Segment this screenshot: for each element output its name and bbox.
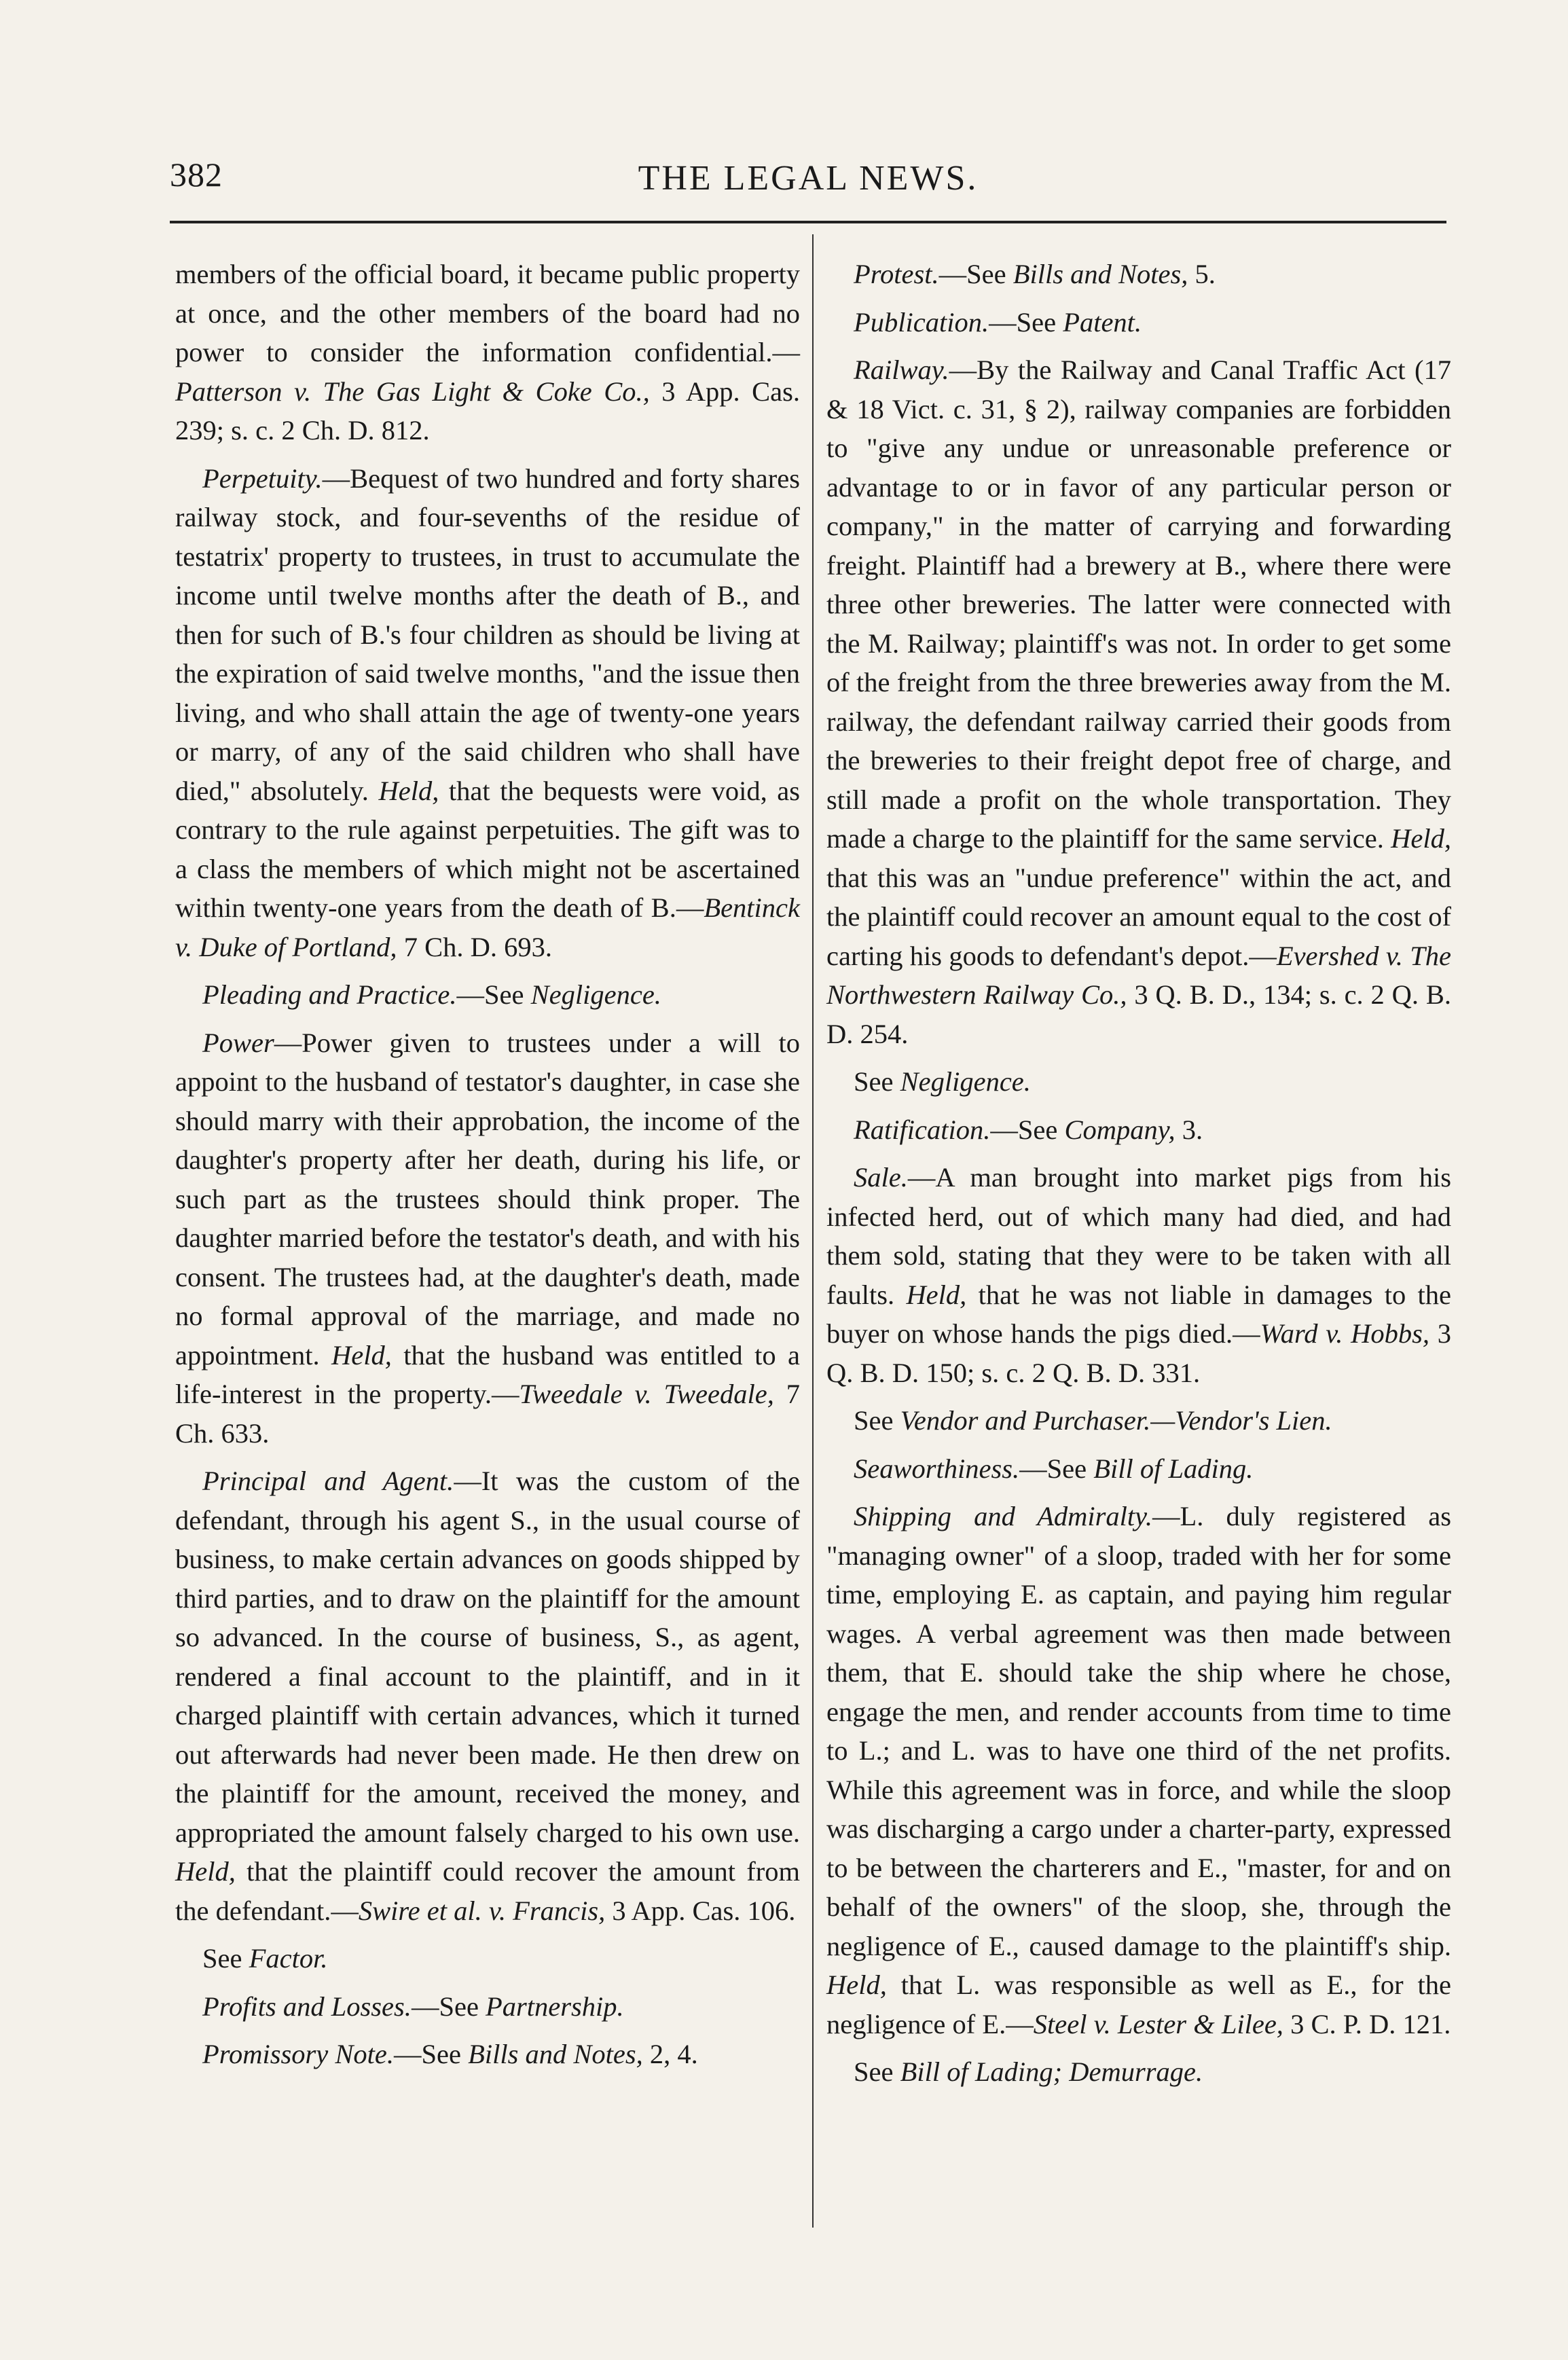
header-rule bbox=[170, 221, 1446, 223]
case-name: Tweedale v. Tweedale, bbox=[519, 1379, 774, 1409]
cross-reference: Negligence. bbox=[900, 1066, 1031, 1097]
term-heading: Seaworthiness. bbox=[854, 1453, 1020, 1484]
held-label: Held, bbox=[1391, 823, 1451, 854]
case-name: Evershed v. The Northwestern Railway Co., bbox=[826, 940, 1451, 1010]
cross-reference: Patent. bbox=[1063, 306, 1142, 338]
cross-reference: Partnership. bbox=[486, 1991, 624, 2022]
right-paragraph-4: Ratification.—See Company, 3. bbox=[854, 1114, 1203, 1145]
cross-reference: Bill of Lading; Demurrage. bbox=[900, 2056, 1203, 2087]
term-heading: Profits and Losses. bbox=[202, 1991, 412, 2022]
right-paragraph-7: Seaworthiness.—See Bill of Lading. bbox=[854, 1453, 1254, 1484]
left-paragraph-2: Pleading and Practice.—See Negligence. bbox=[202, 979, 661, 1010]
right-paragraph-1: Publication.—See Patent. bbox=[854, 306, 1142, 338]
cross-reference: Factor. bbox=[249, 1943, 328, 1974]
column-divider bbox=[812, 234, 814, 2228]
term-heading: Pleading and Practice. bbox=[202, 979, 457, 1010]
cross-reference: Bill of Lading. bbox=[1093, 1453, 1254, 1484]
term-heading: Principal and Agent. bbox=[202, 1466, 454, 1496]
case-name: Bentinck v. Duke of Portland, bbox=[175, 892, 800, 962]
case-name: Steel v. Lester & Lilee, bbox=[1033, 2008, 1283, 2039]
cross-reference: Company, bbox=[1064, 1114, 1175, 1145]
term-heading: Sale. bbox=[854, 1162, 908, 1193]
left-paragraph-5: See Factor. bbox=[202, 1943, 328, 1974]
cross-reference: Bills and Notes, bbox=[468, 2039, 643, 2069]
held-label: Held, bbox=[906, 1279, 967, 1310]
term-heading: Ratification. bbox=[854, 1114, 991, 1145]
held-label: Held, bbox=[378, 775, 439, 806]
term-heading: Publication. bbox=[854, 306, 989, 338]
term-heading: Power bbox=[202, 1027, 274, 1058]
left-paragraph-1: Perpetuity.—Bequest of two hundred and forty shares railway stock, and four-sevenths of the residue of testatrix' property to trustees, in trust to accumulate the income until twelve months after the death of B., and then for such of B.'s four children as should be living at the expiration of said twelve months, "and the issue then living, and who shall attain the age of twenty-one years or marry, of any of the said children who shall have died," absolutely. Held, that the bequests were void, as contrary to the rule against perpetuities. The gift was to a class the members of which might not be ascertained within twenty-one years from the death of B.—Bentinck v. Duke of Portland, 7 Ch. D. 693. bbox=[175, 462, 801, 962]
left-paragraph-7: Promissory Note.—See Bills and Notes, 2, 4. bbox=[202, 2039, 698, 2069]
right-paragraph-9: See Bill of Lading; Demurrage. bbox=[854, 2056, 1203, 2087]
left-paragraph-6: Profits and Losses.—See Partnership. bbox=[202, 1991, 624, 2022]
page-number: 382 bbox=[170, 156, 223, 194]
left-paragraph-3: Power—Power given to trustees under a will to appoint to the husband of testator's daughter, in case she should marry with their approbation, the income of the daughter's property after her death, during his life, or such part as the trustees should think proper. The daughter married before the testator's death, and with his consent. The trustees had, at the daughter's death, made no formal approval of the marriage, and made no appointment. Held, that the husband was entitled to a life-interest in the property.—Tweedale v. Tweedale, 7 Ch. 633. bbox=[175, 1027, 800, 1449]
left-column bbox=[175, 255, 800, 2083]
term-heading: Promissory Note. bbox=[202, 2039, 394, 2069]
case-name: Ward v. Hobbs, bbox=[1260, 1318, 1429, 1349]
term-heading: Protest. bbox=[854, 259, 939, 289]
right-paragraph-3: See Negligence. bbox=[854, 1066, 1031, 1097]
right-paragraph-6: See Vendor and Purchaser.—Vendor's Lien. bbox=[854, 1405, 1332, 1436]
case-name: Patterson v. The Gas Light & Coke Co., bbox=[175, 376, 650, 407]
held-label: Held, bbox=[826, 1969, 887, 2000]
term-heading: Shipping and Admiralty. bbox=[854, 1501, 1153, 1531]
case-name: Swire et al. v. Francis, bbox=[358, 1895, 606, 1926]
cross-reference: Negligence. bbox=[530, 979, 661, 1010]
right-paragraph-0: Protest.—See Bills and Notes, 5. bbox=[854, 259, 1216, 289]
term-heading: Railway. bbox=[854, 355, 949, 385]
right-paragraph-5: Sale.—A man brought into market pigs from his infected herd, out of which many had died, and had them sold, stating that they were to be taken with all faults. Held, that he was not liable in damages to the buyer on whose hands the pigs died.—Ward v. Hobbs, 3 Q. B. D. 150; s. c. 2 Q. B. D. 331. bbox=[826, 1162, 1452, 1388]
term-heading: Perpetuity. bbox=[202, 462, 323, 494]
held-label: Held, bbox=[331, 1339, 392, 1370]
running-title: THE LEGAL NEWS. bbox=[638, 159, 979, 198]
page-header bbox=[170, 155, 1446, 209]
left-paragraph-4: Principal and Agent.—It was the custom of the defendant, through his agent S., in the usual course of business, to make certain advances on goods shipped by third parties, and to draw on the plaintiff for the amount so advanced. In the course of business, S., as agent, rendered a final account to the plaintiff, and in it charged plaintiff with certain advances, which it turned out afterwards had never been made. He then drew on the plaintiff for the amount, received the money, and appropriated the amount falsely charged to his own use. Held, that the plaintiff could recover the amount from the defendant.—Swire et al. v. Francis, 3 App. Cas. 106. bbox=[175, 1466, 800, 1926]
right-paragraph-8: Shipping and Admiralty.—L. duly registered as "managing owner" of a sloop, traded with her for some time, employing E. as captain, and paying him regular wages. A verbal agreement was then made between them, that E. should take the ship where he chose, engage the men, and render accounts from time to time to L.; and L. was to have one third of the net profits. While this agreement was in force, and while the sloop was discharging a cargo under a charter-party, expressed to be between the charterers and E., "master, for and on behalf of the owners" of the sloop, she, through the negligence of E., caused damage to the plaintiff's ship. Held, that L. was responsible as well as E., for the negligence of E.—Steel v. Lester & Lilee, 3 C. P. D. 121. bbox=[826, 1501, 1451, 2039]
cross-reference: Bills and Notes, bbox=[1013, 259, 1188, 289]
left-paragraph-0: members of the official board, it became public property at once, and the other members of the board had no power to consider the information confidential.—Patterson v. The Gas Light & Coke Co., 3 App. Cas. 239; s. c. 2 Ch. D. 812. bbox=[175, 259, 801, 446]
right-paragraph-2: Railway.—By the Railway and Canal Traffic Act (17 & 18 Vict. c. 31, § 2), railway companies are forbidden to "give any undue or unreasonable preference or advantage to or in favor of any particular person or company," in the matter of carrying and forwarding freight. Plaintiff had a brewery at B., where there were three other breweries. The latter were connected with the M. Railway; plaintiff's was not. In order to get some of the freight from the three breweries away from the M. railway, the defendant railway carried their goods from the breweries to their freight depot free of charge, and still made a profit on the whole transportation. They made a charge to the plaintiff for the same service. Held, that this was an "undue preference" within the act, and the plaintiff could recover an amount equal to the cost of carting his goods to defendant's depot.—Evershed v. The Northwestern Railway Co., 3 Q. B. D., 134; s. c. 2 Q. B. D. 254. bbox=[826, 355, 1451, 1049]
cross-reference: Vendor and Purchaser.—Vendor's Lien. bbox=[900, 1405, 1332, 1436]
right-column bbox=[826, 255, 1451, 2101]
held-label: Held, bbox=[175, 1856, 236, 1887]
